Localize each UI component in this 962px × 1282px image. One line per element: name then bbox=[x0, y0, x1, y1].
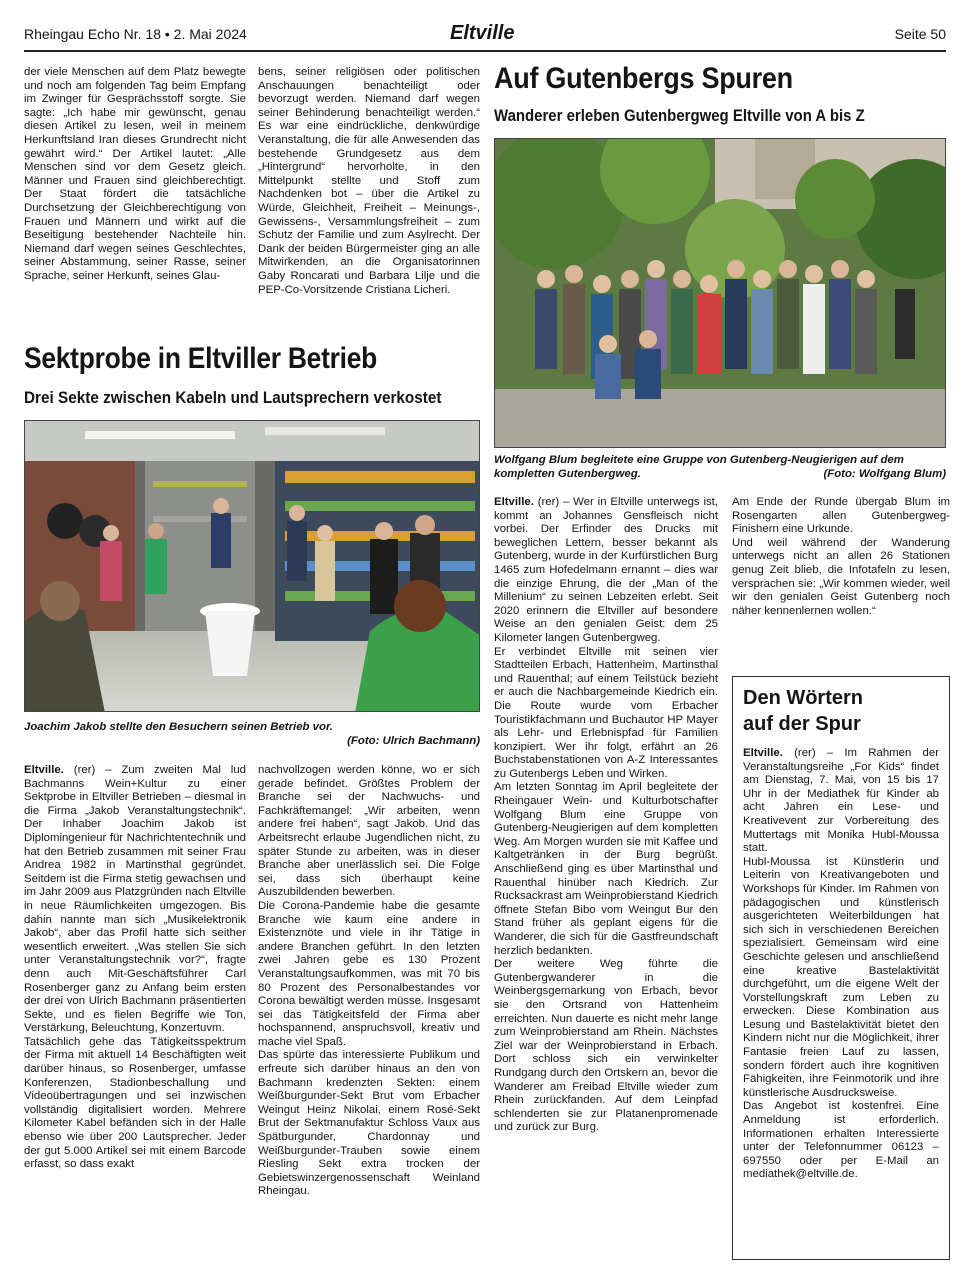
gutenberg-body-col1 bbox=[494, 496, 718, 1268]
continued-article-col2: bens, seiner religiösen oder politischen Anschauungen benachteiligt oder bevorzugt werden. Niemand darf wegen seiner Behinderung benachteiligt werden.“ Es war eine eindrückliche, denkwürdige Veranstaltung, die für alle Anwesenden das bestehende Grundgesetz aus dem „Hintergrund“ hervorholte, in den Mittelpunkt stellte und Stoff zum Nachdenken bot – über die Artikel zu Würde, Gleichheit, Freiheit – Meinungs-, Gewissens-, Versammlungsfreiheit – zum Schutz der Familie und zum Asylrecht. Der Dank der beiden Bürgermeister ging an alle Mitwirkenden, an die Organisatorinnen Gaby Roncarati und Barbara Lilje und die PEP-Co-Vorsitzende Cristiana Licheri. bbox=[258, 66, 480, 296]
gutenberg-photo bbox=[494, 138, 946, 448]
gutenberg-headline: Auf Gutenbergs Spuren bbox=[494, 62, 793, 95]
gutenberg-caption bbox=[494, 453, 946, 481]
woertern-para2: Hubl-Moussa ist Künstlerin und Leiterin von Kreativangeboten und Workshops für Kinder. Im Rahmen von pädagogischen und künstlerisch ausgerichteten Weiterbildungen hat sich sich in verschiedenen Bereichen spezialisiert. Gemeinsam wird eine Geschichte gelesen und anschließend eine kreative Bastelaktivität durchgeführt, um die eigene Welt der Vorstellungskraft zum Leben zu erwecken. Diese Kombination aus Lesung und Bastelaktivität bietet den Kindern nicht nur die Möglichkeit, ihrer Fantasie freien Lauf zu lassen, sondern fördert auch ihre kognitiven Fähigkeiten, ihre Feinmotorik und ihre künstlerische Ausdrucksweise. bbox=[743, 855, 939, 1099]
sektprobe-para4: Die Corona-Pandemie habe die gesamte Branche wie kaum eine andere in Existenznöte und viele in ihr Tätige in andere Branchen geführt. In den letzten zwei Jahren gebe es 130 Prozent Veranstaltungsaufkommen, was mit 70 bis 80 Prozent des Personalbestandes vor Corona bewältigt werden müsse. Insgesamt sei das Tätigkeitsfeld der Firma aber hochspannend, anspruchsvoll, kreativ und mache viel Spaß. bbox=[258, 899, 480, 1048]
gutenberg-para2: Er verbindet Eltville mit seinen vier Stadtteilen Erbach, Hattenheim, Martinsthal und Rauenthal; auf einem Teilstück bezieht er auch die Nachbargemeinde Kiedrich ein. Die Route wurde vom Erbacher Touristikfachmann und Buchautor HP Mayer als Lehr- und Erlebnispfad für Familien konzipiert. Wer ihr folgt, erfährt an 26 Buchstabenstationen von A-Z Interessantes zu Gutenbergs Leben und Wirken. bbox=[494, 645, 718, 780]
sektprobe-para5: Das spürte das interessierte Publikum und erfreute sich darüber hinaus an den von Bachmann kredenzten Sekten: einem Weißburgunder-Sekt Brut vom Erbacher Weingut Heinz Nikolai, einem Rosé-Sekt Brut der Sektmanufaktur Schloss Vaux aus Spätburgunder, Chardonnay und Weißburgunder-Trauben sowie einem Riesling Sekt extra trocken der Gebietswinzergenossenschaft Weinland Rheingau. bbox=[258, 1049, 480, 1198]
continued-article-col1: der viele Menschen auf dem Platz bewegte und noch am folgenden Tag beim Empfang im Zwinger für Gesprächsstoff sorgte. Sie sagte: „Ich habe mir gewünscht, genau diesen Artikel zu lesen, weil in meinem Herkunftsland Iran dieses Grundrecht nicht gewährt wird.“ Der Artikel lautet: „Alle Menschen sind vor dem Gesetz gleich. Männer und Frauen sind gleichberechtigt. Der Staat fördert die tatsächliche Durchsetzung der Gleichberechtigung von Frauen und Männern und wirkt auf die Beseitigung bestehender Nachteile hin. Niemand darf wegen seines Geschlechtes, seiner Abstammung, seiner Rasse, seiner Sprache, seiner Herkunft, seines Glau- bbox=[24, 66, 246, 282]
gutenberg-caption-text: Wolfgang Blum begleitete eine Gruppe von Gutenberg-Neugierigen auf dem kompletten Gutenbergweg. bbox=[494, 454, 904, 480]
sektprobe-body-col1 bbox=[24, 764, 246, 1268]
gutenberg-para6: Und weil während der Wanderung unterwegs nicht an allen 26 Stationen genug Zeit blieb, die Infotafeln zu lesen, versprachen sie: „Wir kommen wieder, weil wir den genialen Geist Gutenberg noch näher kennenlernen wollen.“ bbox=[732, 536, 950, 617]
sektprobe-para3: nachvollzogen werden könne, wo er sich gerade befindet. Größtes Problem der Branche sei der Nachwuchs- und Fachkräftemangel: „Wir arbeiten, wenn andere frei haben“, sagt Jakob. Und das Arbeitsrecht erlaube Jugendlichen nicht, zu später Stunde zu arbeiten, was in dieser Branche aber unerlässlich sei. Die Folge sei, dass sich überhaupt keine Auszubildenden bewerben. bbox=[258, 764, 480, 899]
gutenberg-para1: (rer) – Wer in Eltville unterwegs ist, kommt an Johannes Gensfleisch nicht vorbei. Der Erfinder des Drucks mit beweglichen Lettern, besser bekannt als Gutenberg, wurde in der Kurfürstlichen Burg 1465 zum Hofedelmann ernannt – dies war die einzige Ehrung, die der „Man of the Millenium“ zu seinen Lebzeiten erlebt. Seit 2020 erinnern die Eltviller auf besondere Weise an den genialen Geist: dem 25 Kilometer langen Gutenbergweg. bbox=[494, 496, 718, 644]
woertern-para1: (rer) – Im Rahmen der Veranstaltungsreihe „For Kids“ findet am Dienstag, 7. Mai, von 15 bis 17 Uhr in der Mediathek für Kinder ab acht Jahren ein Lese- und Kreativevent zur Vorbereitung des Muttertags mit Monika Hubl-Moussa statt. bbox=[743, 747, 939, 855]
gutenberg-para4: Der weitere Weg führte die Gutenbergwanderer in die Weinbergsgemarkung von Erbach, bevor sie den Ortsrand von Hattenheim erreichten. Nun dauerte es nicht mehr lange zum Weinprobierstand am Rhein. Nächstes Ziel war der Weinprobierstand in Erbach. Dort schloss sich ein verwinkelter Rundgang durch den Ortskern an, bevor die Wanderer am Freibad Eltville wieder zum Rhein zurückfanden. Auf dem Leinpfad schlenderten sie zur Platanenpromenade und zurück zur Burg. bbox=[494, 958, 718, 1134]
page-number: Seite 50 bbox=[894, 26, 946, 42]
hiking-group-image bbox=[495, 139, 946, 448]
sektprobe-headline: Sektprobe in Eltviller Betrieb bbox=[24, 342, 377, 375]
section-title: Eltville bbox=[450, 22, 515, 44]
sektprobe-para2: Tatsächlich gehe das Tätigkeitsspektrum der Firma mit aktuell 14 Beschäftigten weit darüber hinaus, so Rosenberger, umfasse Konferenzen, Stadionbeschallung und Videoübertragungen und sei inzwischen vollständig digitalisiert worden. Mehrere Kilometer Kabel befänden sich in der Halle ebenso wie über 200 Lautsprecher. Jeder der gut 5.000 Artikel sei mit einem Barcode erfasst, so dass exakt bbox=[24, 1035, 246, 1171]
sektprobe-subtitle: Drei Sekte zwischen Kabeln und Lautsprechern verkostet bbox=[24, 388, 442, 407]
woertern-title-line1: Den Wörtern bbox=[743, 687, 863, 709]
woertern-body bbox=[743, 747, 939, 1255]
sektprobe-para1: (rer) – Zum zweiten Mal lud Bachmanns Wein+Kultur zu einer Sektprobe in Eltviller Betrieben – diesmal in die Firma „Jakob Veranstaltungstechnik“. Der Inhaber Joachim Jakob ist Diplomingenieur für Nachrichtentechnik und hat den Betrieb zusammen mit seiner Frau Andrea 1982 in Martinsthal gegründet. Seitdem ist die Firma stetig gewachsen und im Jahr 2009 aus Platzgründen nach Eltville in neue Räumlichkeiten umgezogen. Bis dahin nannte man sich „Musikelektronik Jakob“, aber das Profil hatte sich seither wesentlich erweitert. „Was stellen Sie sich unter Veranstaltungstechnik vor?“, fragte denn auch Mit-Geschäftsführer Carl Rosenberger ganz zu Anfang beim ersten der drei von Ulrich Bachmann präsentierten Sekte, und es fielen Begriffe wie Ton, Verstärkung, Beleuchtung, Konzertuvm. bbox=[24, 764, 246, 1035]
gutenberg-para5: Am Ende der Runde übergab Blum im Rosengarten allen Gutenbergweg-Finishern eine Urkunde. bbox=[732, 496, 950, 536]
gutenberg-body-col2 bbox=[732, 496, 950, 666]
warehouse-event-image bbox=[25, 421, 480, 712]
woertern-box bbox=[732, 676, 950, 1260]
sektprobe-caption-text: Joachim Jakob stellte den Besuchern seinen Betrieb vor. bbox=[24, 721, 333, 733]
sektprobe-body-col2 bbox=[258, 764, 480, 1268]
sektprobe-caption bbox=[24, 720, 480, 748]
sektprobe-location: Eltville. bbox=[24, 764, 64, 776]
issue-info: Rheingau Echo Nr. 18 • 2. Mai 2024 bbox=[24, 26, 247, 42]
sektprobe-photo-credit: (Foto: Ulrich Bachmann) bbox=[347, 735, 480, 747]
sektprobe-photo bbox=[24, 420, 480, 712]
gutenberg-location: Eltville. bbox=[494, 496, 534, 508]
gutenberg-photo-credit: (Foto: Wolfgang Blum) bbox=[823, 468, 946, 480]
woertern-title-line2: auf der Spur bbox=[743, 713, 861, 735]
woertern-para3: Das Angebot ist kostenfrei. Eine Anmeldung ist erforderlich. Informationen erhalten Interessierte unter der Telefonnummer 06123 – 697550 oder per E-Mail an mediathek@eltville.de. bbox=[743, 1100, 939, 1181]
gutenberg-subtitle: Wanderer erleben Gutenbergweg Eltville von A bis Z bbox=[494, 106, 865, 125]
woertern-headline bbox=[743, 685, 863, 737]
woertern-location: Eltville. bbox=[743, 747, 783, 759]
gutenberg-para3: Am letzten Sonntag im April begleitete der Rheingauer Wein- und Kulturbotschafter Wolfgang Blum eine Gruppe von Gutenberg-Neugierigen auf dem kompletten Weg. Am Morgen wurden sie mit Kaffee und Kaltgetränken in der Burg begrüßt. Anschließend ging es über Martinsthal und Rauenthal hinüber nach Kiedrich. Zur Rucksackrast am Weinprobierstand Kiedrich öffnete Stefan Bibo vom Weingut Bur den Stand früher als geplant eigens für die Wanderer, die sich für die Gastfreundschaft herzlich bedankten. bbox=[494, 781, 718, 957]
page-header bbox=[24, 22, 946, 52]
